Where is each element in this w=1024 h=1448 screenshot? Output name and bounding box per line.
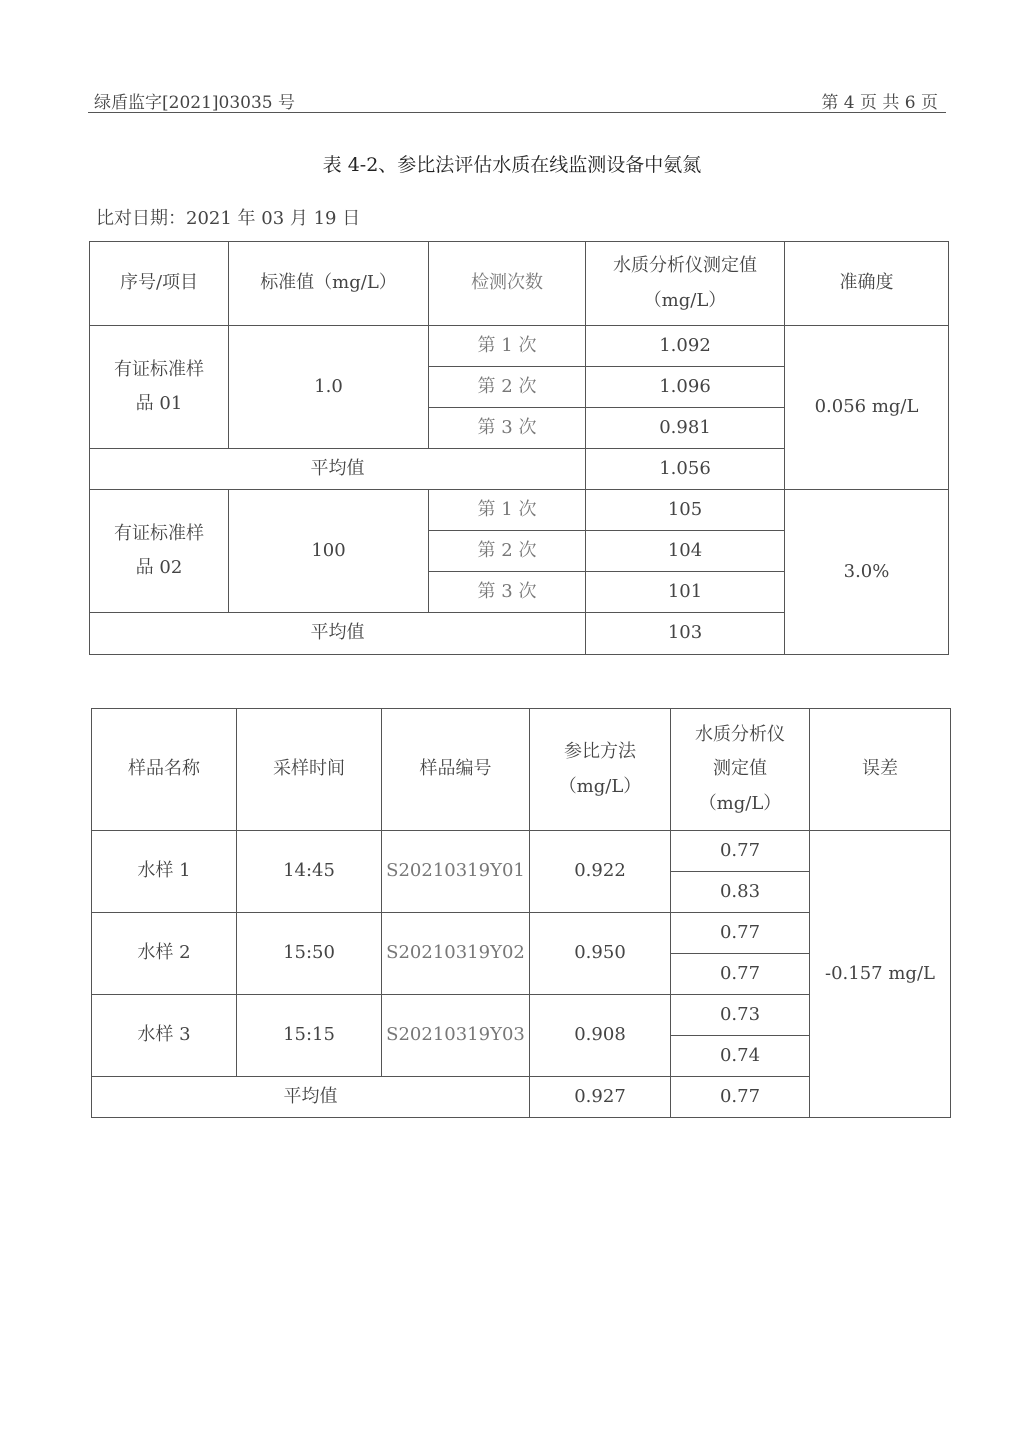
run-label: 第 3 次: [429, 572, 586, 613]
sampling-time: 14:45: [237, 831, 382, 913]
header-reference-line1: 参比方法: [564, 741, 636, 763]
header-item: 序号/项目: [90, 242, 229, 326]
analyzer-value: 0.83: [671, 872, 810, 913]
average-analyzer: 0.77: [671, 1077, 810, 1118]
header-error: 误差: [810, 709, 951, 831]
sample-code: S20210319Y01: [382, 831, 530, 913]
page-number: 第 4 页 共 6 页: [821, 93, 938, 113]
standard-sample-table: [89, 241, 949, 655]
error-value: -0.157 mg/L: [810, 831, 951, 1118]
table-header-row: [92, 709, 951, 831]
header-measured-value: [586, 242, 785, 326]
run-value: 1.096: [586, 367, 785, 408]
sample-name: [90, 326, 229, 449]
run-value: 0.981: [586, 408, 785, 449]
run-label: 第 2 次: [429, 531, 586, 572]
standard-value: 100: [229, 490, 429, 613]
sample-name: 水样 3: [92, 995, 237, 1077]
header-sample-code: 样品编号: [382, 709, 530, 831]
analyzer-value: 0.77: [671, 954, 810, 995]
header-measured-line1: 水质分析仪测定值: [613, 255, 757, 277]
page-header: [88, 86, 946, 113]
run-value: 101: [586, 572, 785, 613]
header-analyzer-line1: 水质分析仪: [695, 724, 785, 746]
header-analyzer-value: [671, 709, 810, 831]
header-test-count: 检测次数: [429, 242, 586, 326]
average-label: 平均值: [90, 613, 586, 655]
sample-name: 水样 2: [92, 913, 237, 995]
analyzer-value: 0.77: [671, 913, 810, 954]
reference-value: 0.950: [530, 913, 671, 995]
header-sample-name: 样品名称: [92, 709, 237, 831]
analyzer-value: 0.73: [671, 995, 810, 1036]
header-sampling-time: 采样时间: [237, 709, 382, 831]
header-analyzer-line2: 测定值: [713, 758, 767, 780]
average-label: 平均值: [92, 1077, 530, 1118]
table-title: 表 4-2、参比法评估水质在线监测设备中氨氮: [322, 154, 702, 176]
run-label: 第 1 次: [429, 490, 586, 531]
run-label: 第 1 次: [429, 326, 586, 367]
sample-name-line1: 有证标准样: [114, 358, 204, 380]
water-sample-table: [91, 708, 951, 1118]
analyzer-value: 0.74: [671, 1036, 810, 1077]
sample-name: 水样 1: [92, 831, 237, 913]
table-row: [90, 490, 949, 531]
average-value: 1.056: [586, 449, 785, 490]
analyzer-value: 0.77: [671, 831, 810, 872]
sample-name-line2: 品 01: [135, 393, 183, 414]
run-value: 105: [586, 490, 785, 531]
sample-name: [90, 490, 229, 613]
sample-code: S20210319Y03: [382, 995, 530, 1077]
table-row: [92, 831, 951, 872]
average-reference: 0.927: [530, 1077, 671, 1118]
header-reference-line2: （mg/L）: [558, 775, 642, 797]
table-row: [90, 326, 949, 367]
run-label: 第 2 次: [429, 367, 586, 408]
sample-code: S20210319Y02: [382, 913, 530, 995]
sample-name-line1: 有证标准样: [114, 522, 204, 544]
average-value: 103: [586, 613, 785, 655]
accuracy-value: 3.0%: [785, 490, 949, 655]
reference-value: 0.908: [530, 995, 671, 1077]
table-header-row: [90, 242, 949, 326]
run-label: 第 3 次: [429, 408, 586, 449]
comparison-date: 比对日期：2021 年 03 月 19 日: [96, 208, 361, 229]
header-standard-value: 标准值（mg/L）: [229, 242, 429, 326]
run-value: 1.092: [586, 326, 785, 367]
accuracy-value: 0.056 mg/L: [785, 326, 949, 490]
header-accuracy: 准确度: [785, 242, 949, 326]
document-number: 绿盾监字[2021]03035 号: [94, 93, 296, 113]
run-value: 104: [586, 531, 785, 572]
sampling-time: 15:50: [237, 913, 382, 995]
reference-value: 0.922: [530, 831, 671, 913]
sampling-time: 15:15: [237, 995, 382, 1077]
header-measured-line2: （mg/L）: [643, 289, 727, 311]
standard-value: 1.0: [229, 326, 429, 449]
header-analyzer-line3: （mg/L）: [698, 792, 782, 814]
sample-name-line2: 品 02: [135, 557, 183, 578]
average-label: 平均值: [90, 449, 586, 490]
header-reference-method: [530, 709, 671, 831]
